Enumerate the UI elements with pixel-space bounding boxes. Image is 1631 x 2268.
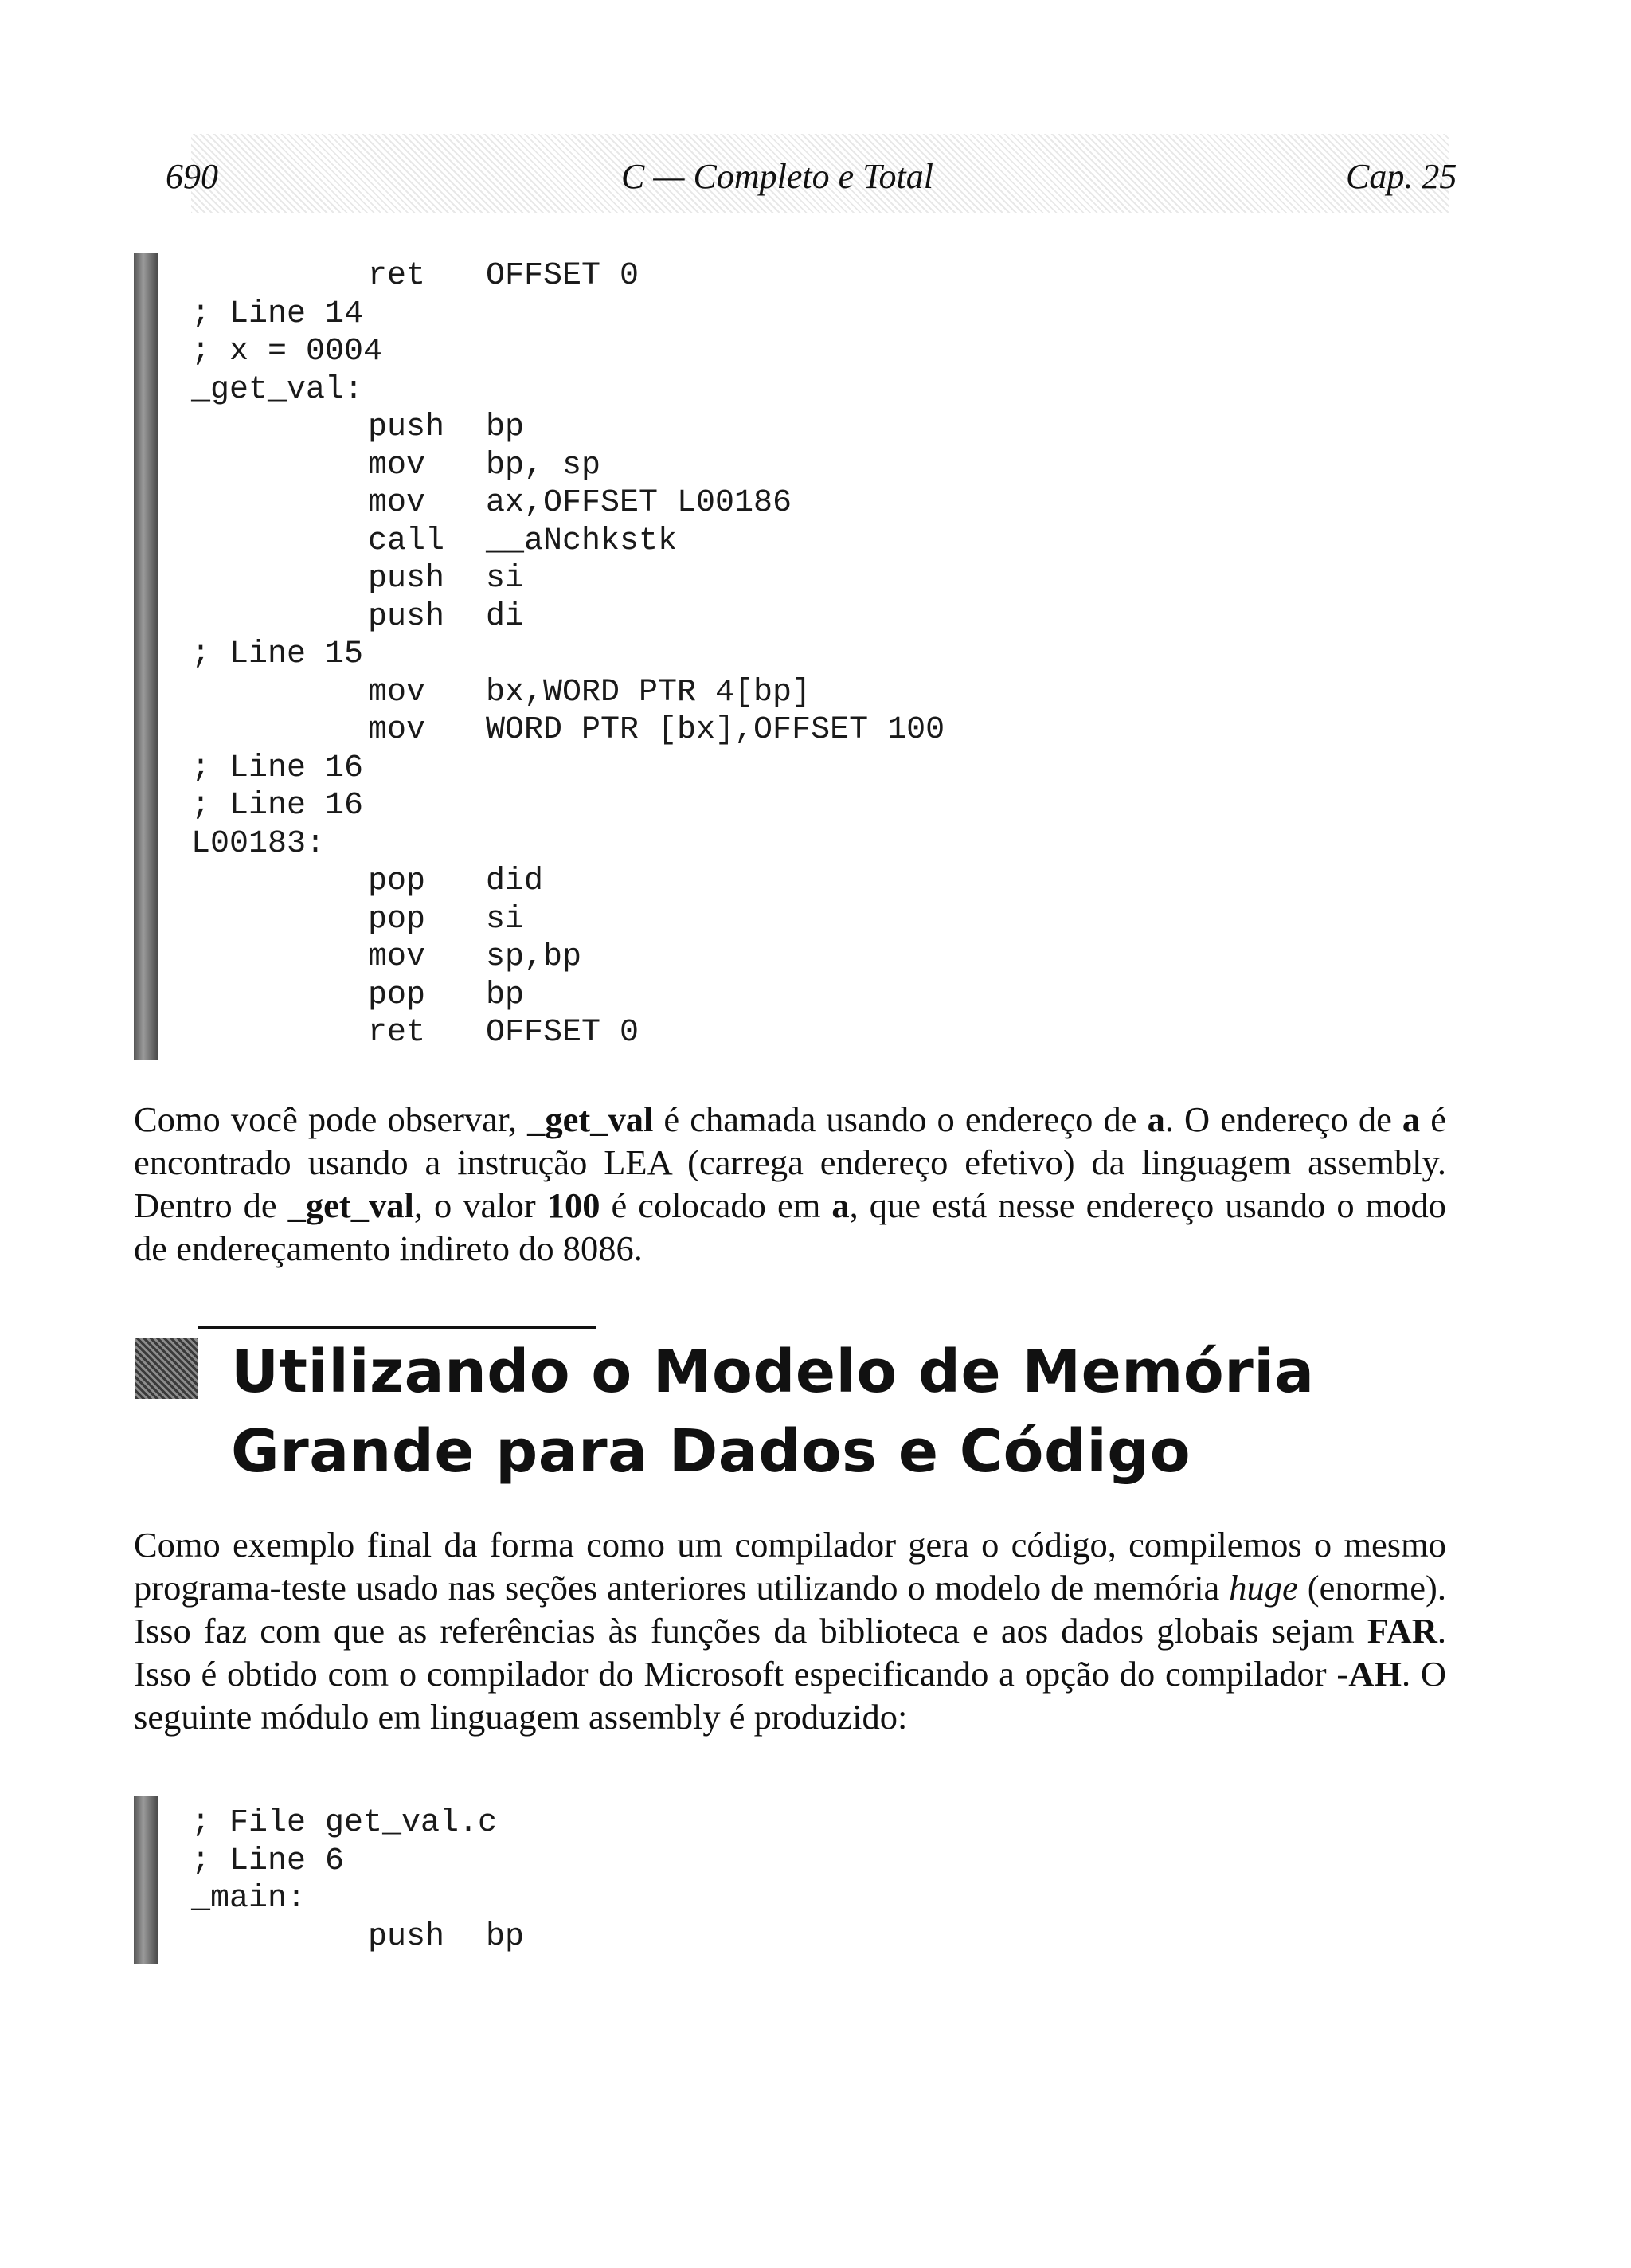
code-line [191, 333, 1386, 371]
p2-keyword: FAR [1367, 1611, 1437, 1651]
code-line [191, 484, 1386, 523]
code-line [191, 1880, 1386, 1918]
p1-text: é encontrado usando a instrução LEA (carrega endereço efetivo) da linguagem assembly. Dentro de [134, 1099, 1446, 1225]
code-opcode: mov [368, 939, 426, 975]
code-opcode: push [368, 1918, 445, 1955]
section-marker [135, 1338, 198, 1399]
p2-text: Como exemplo final da forma como um compilador gera o código, compilemos o mesmo programa-teste usado nas seções anteriores utilizando o modelo de memória [134, 1525, 1446, 1608]
code-opcode: mov [368, 485, 426, 521]
code-label: ; Line 15 [191, 637, 364, 672]
code-line [191, 560, 1386, 598]
code-operand: OFFSET 0 [486, 258, 639, 294]
p1-code-ref: _get_val [527, 1099, 654, 1139]
code-line [191, 1843, 1386, 1881]
code-opcode: mov [368, 447, 426, 484]
code-line [191, 787, 1386, 825]
code-operand: bp [486, 409, 525, 445]
section-title [231, 1332, 1315, 1491]
p2-text: . Isso é obtido com o compilador do Microsoft especificando a opção do compilador [134, 1611, 1446, 1694]
code-operand: di [486, 598, 525, 635]
code-label: ; Line 6 [191, 1843, 345, 1879]
chapter-label: Cap. 25 [1346, 157, 1457, 196]
code-line [191, 1918, 1386, 1957]
code-label: L00183: [191, 825, 326, 862]
code-opcode: pop [368, 901, 426, 938]
code-operand: si [486, 561, 525, 597]
code-line [191, 447, 1386, 485]
code-operand: ax,OFFSET L00186 [486, 485, 792, 521]
code-operand: bp, sp [486, 447, 601, 484]
code-label: ; File get_val.c [191, 1805, 498, 1841]
p1-text: . O endereço de [1164, 1099, 1402, 1139]
code-opcode: mov [368, 674, 426, 711]
code-label: ; Line 16 [191, 750, 364, 786]
code-line [191, 674, 1386, 712]
section-title-line-2: Grande para Dados e Código [231, 1417, 1191, 1486]
code-operand: bx,WORD PTR 4[bp] [486, 674, 812, 711]
paragraph-1 [134, 1098, 1446, 1270]
code-opcode: push [368, 561, 445, 597]
p2-emphasis: huge [1229, 1568, 1298, 1608]
p2-text: (enorme). Isso faz com que as referências às funções da biblioteca e aos dados globais sejam [134, 1568, 1446, 1651]
code-block-bar [134, 253, 158, 1060]
p1-value-ref: 100 [546, 1185, 600, 1225]
code-operand: bp [486, 977, 525, 1013]
code-operand: did [486, 864, 544, 899]
code-line [191, 711, 1386, 750]
code-opcode: ret [368, 258, 426, 294]
code-opcode: push [368, 409, 445, 445]
code-label: ; Line 14 [191, 296, 364, 332]
code-line [191, 863, 1386, 901]
section-rule [198, 1326, 596, 1329]
p1-var-ref: a [1402, 1099, 1421, 1139]
p1-code-ref: _get_val [287, 1185, 414, 1225]
code-line [191, 825, 1386, 864]
p1-var-ref: a [831, 1185, 850, 1225]
p1-var-ref: a [1147, 1099, 1165, 1139]
code-operand: OFFSET 0 [486, 1015, 639, 1051]
code-line [191, 409, 1386, 447]
code-opcode: ret [368, 1015, 426, 1051]
code-line [191, 750, 1386, 788]
p2-option: -AH [1336, 1654, 1402, 1694]
code-line [191, 977, 1386, 1015]
code-opcode: mov [368, 712, 426, 748]
code-label: ; x = 0004 [191, 334, 383, 370]
code-operand: __aNchkstk [486, 523, 678, 559]
code-line [191, 1014, 1386, 1052]
code-block-1 [191, 257, 1386, 1052]
code-label: _main: [191, 1881, 307, 1917]
code-line [191, 636, 1386, 674]
code-line [191, 257, 1386, 296]
p1-text: , o valor [413, 1185, 547, 1225]
p1-text: é chamada usando o endereço de [653, 1099, 1148, 1139]
code-operand: WORD PTR [bx],OFFSET 100 [486, 712, 945, 748]
page-number: 690 [166, 157, 218, 196]
code-block-bar [134, 1796, 158, 1964]
p1-text: , que está nesse endereço usando o modo de endereçamento indireto do 8086. [134, 1185, 1447, 1268]
code-line [191, 901, 1386, 939]
code-operand: si [486, 901, 525, 938]
p1-text: Como você pode observar, [134, 1099, 528, 1139]
paragraph-2 [134, 1523, 1446, 1738]
code-opcode: call [368, 523, 445, 559]
code-opcode: push [368, 598, 445, 635]
section-title-line-1: Utilizando o Modelo de Memória [231, 1338, 1315, 1406]
running-title: C — Completo e Total [621, 157, 933, 196]
code-line [191, 523, 1386, 561]
p1-text: é colocado em [600, 1185, 832, 1225]
code-line [191, 598, 1386, 637]
code-operand: sp,bp [486, 939, 582, 975]
code-label: _get_val: [191, 371, 364, 408]
code-opcode: pop [368, 864, 426, 899]
p2-text: . O seguinte módulo em linguagem assembly é produzido: [134, 1654, 1446, 1737]
code-opcode: pop [368, 977, 426, 1013]
code-line [191, 938, 1386, 977]
code-line [191, 371, 1386, 409]
code-block-2 [191, 1804, 1386, 1956]
code-label: ; Line 16 [191, 788, 364, 824]
code-line [191, 296, 1386, 334]
code-line [191, 1804, 1386, 1843]
code-operand: bp [486, 1918, 525, 1955]
